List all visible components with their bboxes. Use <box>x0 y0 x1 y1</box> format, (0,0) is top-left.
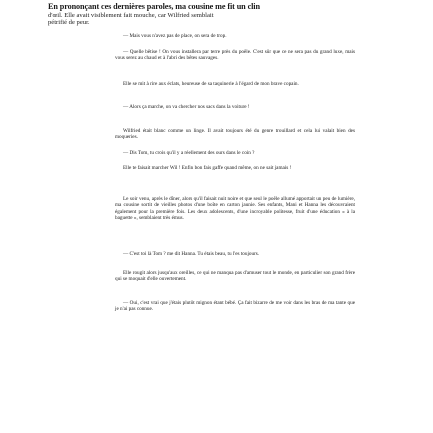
top-line-1: En prononçant ces dernières paroles, ma cousine me fit un clin <box>48 2 260 11</box>
top-line-2: d'œil. Elle avait visiblement fait mouche, car Wilfried semblait <box>48 11 214 19</box>
paragraph-8: Le soir venu, après le dîner, alors qu'il faisait nuit noire et que seul le poêle allumé apportait un peu de lumière, ma cousine sortit de vieilles photos d'une boîte en carton jaunie. Ses enfants, Mani et Hanna les découvraient également pour la première fois. Les deux adolescents, d'une incroyable politesse, fruit d'une éducation « à la baguette », semblaient très émus. <box>115 196 355 222</box>
paragraph-6: — Dis Tom, tu crois qu'il y a réellement des ours dans le coin ? <box>123 150 255 156</box>
paragraph-3: Elle se mit à rire aux éclats, heureuse de sa taquinerie à l'égard de mon brave copain. <box>123 81 299 87</box>
paragraph-9: — C'est toi là Tom ? me dit Hanna. Tu étais beau, tu l'es toujours. <box>123 251 260 257</box>
paragraph-11: — Oui, c'est vrai que j'étais plutôt mignon étant bébé. Ça fait bizarre de me voir dans les bras de ma tante que je n'ai pas connue. <box>115 300 355 313</box>
top-paragraph <box>48 3 393 26</box>
paragraph-4: — Alors ça marche, on va chercher nos sacs dans la voiture ! <box>123 104 250 110</box>
paragraph-10: Elle rougit alors jusqu'aux oreilles, ce qui ne manqua pas d'amuser tout le monde, en particulier son grand frère qui se moquait d'elle ouvertement. <box>115 270 355 283</box>
paragraph-2: — Quelle bêtise ! On vous installera par terre près du poêle. C'est sûr que ce ne sera pas du grand luxe, mais vous serez au chaud et à l'abri des bêtes sauvages. <box>115 49 355 62</box>
top-line-3: pétrifié de peur. <box>48 19 90 26</box>
paragraph-5: Wilfried était blanc comme un linge. Il avait toujours été du genre trouillard et cela lui valait bien des moqueries. <box>115 128 355 141</box>
paragraph-7: Elle te faisait marcher Wil ! Enfin bon fais gaffe quand même, on ne sait jamais ! <box>123 165 292 171</box>
paragraph-1: — Mais vous n'avez pas de place, on sera de trop. <box>123 33 227 39</box>
